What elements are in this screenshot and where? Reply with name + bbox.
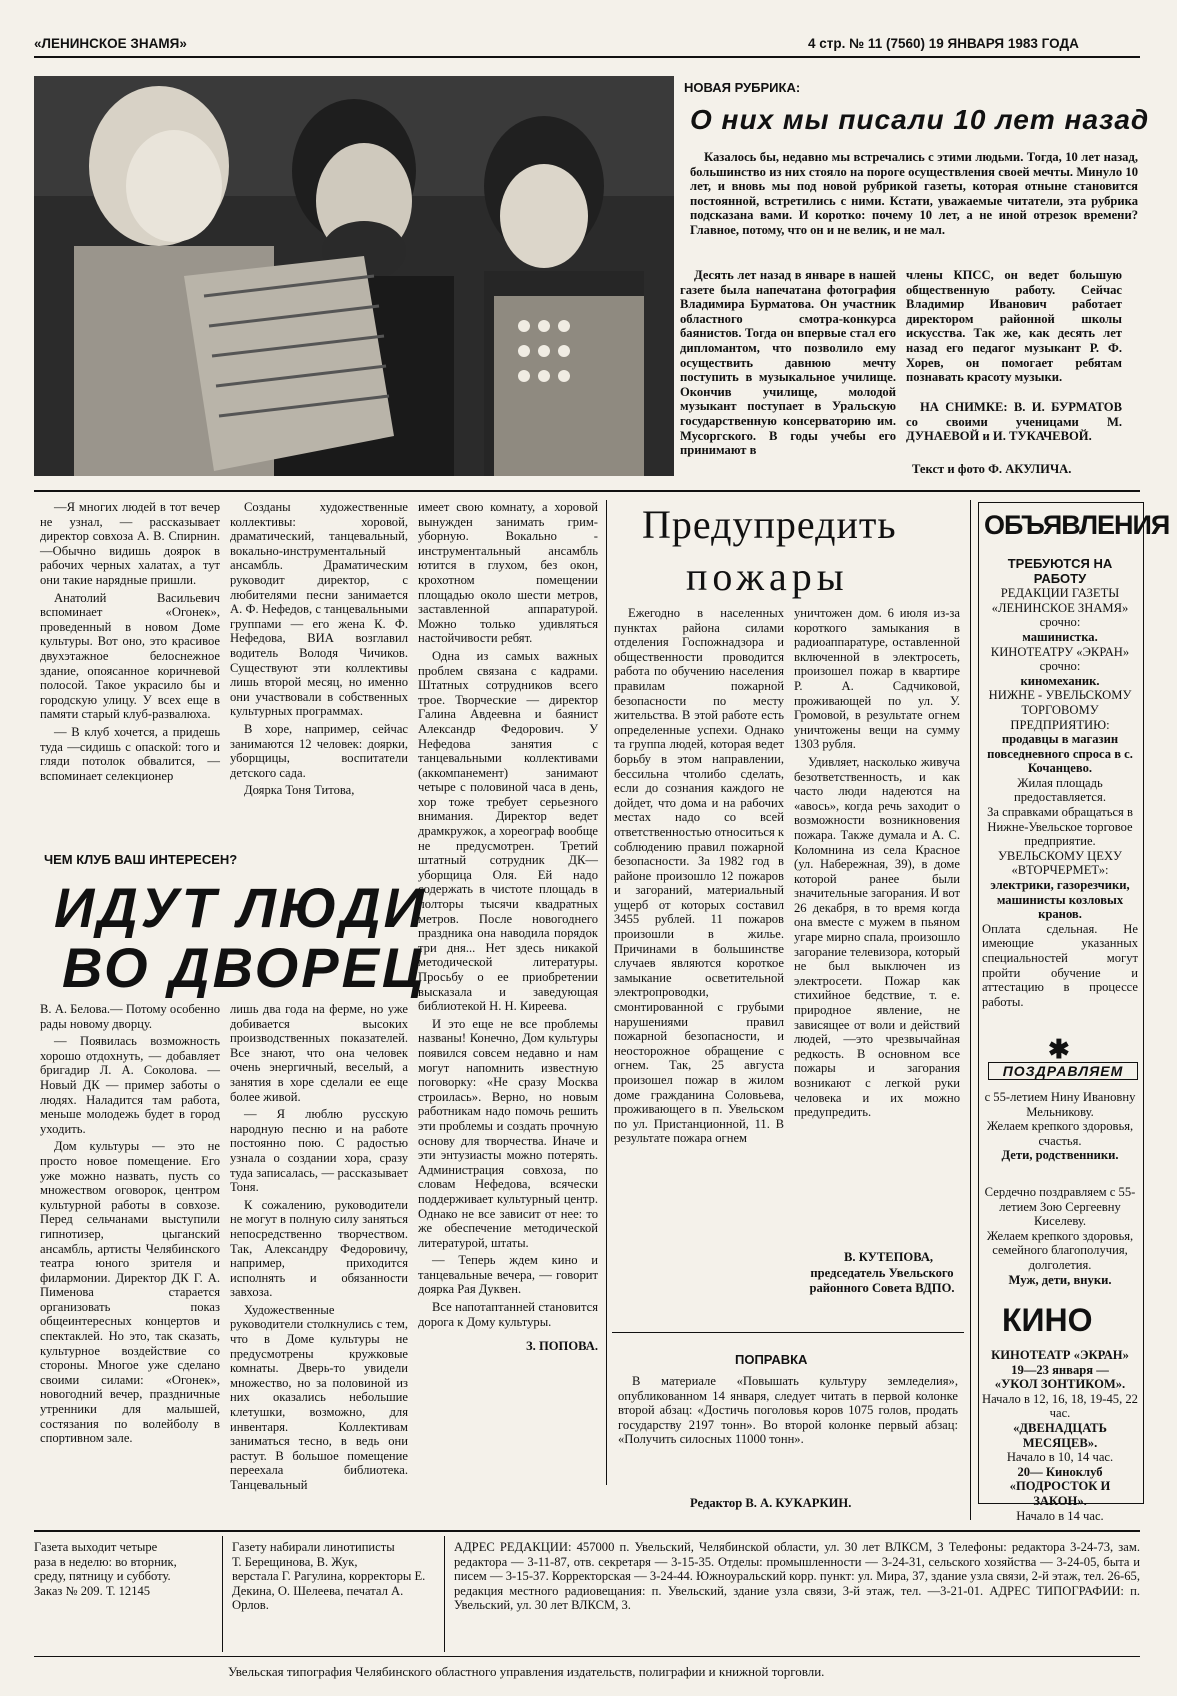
feature-col1: Десять лет назад в январе в нашей газете была напечатана фотография Владимира Бурматова. Он участник областного смотра-конкурса баянистов. Тогда он впервые стал его дипломантом, что позволило ему осуществить давнюю мечту поступить в музыкальное училище. Окончив училище, молодой музыкант поступает в Уральскую государственную консерваторию им. Мусоргского. В годы учебы его принимают в — [680, 268, 896, 458]
ads-congrats: с 55-летием Нину Ивановну Мельникову. Желаем крепкого здоровья, счастья. Дети, родственники. Сердечно поздравляем с 55-летием Зою Сергеевну Киселеву. Желаем крепкого здоровья, семейного благополучия, долголетия. Муж, дети, внуки. — [984, 1090, 1136, 1287]
fire-author-title: председатель Увельского районного Совета ВДПО. — [809, 1266, 955, 1295]
correction-title: ПОПРАВКА — [735, 1352, 808, 1367]
feature-intro: Казалось бы, недавно мы встречались с этими людьми. Тогда, 10 лет назад, большинство из них стояло на пороге осуществления своей мечты. Минуло 10 лет, и вновь мы под новой рубрикой газеты, которая отныне становится постоянной, встретились с ними. Кстати, уважаемые читатели, эта рубрика подсказана вами. И коротко: почему 10 лет, а не иной отрезок времени? Главное, потому, что он и не велик, и не мал. — [690, 150, 1138, 237]
club-author: З. ПОПОВА. — [526, 1339, 598, 1354]
feature-credit: Текст и фото Ф. АКУЛИЧА. — [912, 462, 1072, 476]
ads-cinema: КИНОТЕАТР «ЭКРАН» 19—23 января — «УКОЛ ЗОНТИКОМ». Начало в 12, 16, 18, 19-45, 22 час. «ДВЕНАДЦАТЬ МЕСЯЦЕВ». Начало в 10, 14 час. 20— Киноклуб «ПОДРОСТОК И ЗАКОН». Начало в 14 час. — [982, 1348, 1138, 1523]
issue-info: 4 стр. № 11 (7560) 19 ЯНВАРЯ 1983 ГОДА — [808, 36, 1079, 51]
congrats-title: ПОЗДРАВЛЯЕМ — [988, 1062, 1138, 1080]
kino-title: КИНО — [1002, 1302, 1093, 1338]
fire-title-line1: Предупредить — [642, 502, 897, 547]
club-title-line2: ВО ДВОРЕЦ — [62, 936, 426, 999]
feature-title: О них мы писали 10 лет назад — [690, 104, 1150, 135]
editor: Редактор В. А. КУКАРКИН. — [690, 1496, 852, 1510]
ads-jobs: ТРЕБУЮТСЯ НА РАБОТУ РЕДАКЦИИ ГАЗЕТЫ «ЛЕНИНСКОЕ ЗНАМЯ» срочно: машинистка. КИНОТЕАТРУ «ЭКРАН» срочно: киномеханик. НИЖНЕ - УВЕЛЬСКОМУ ТОРГОВОМУ ПРЕДПРИЯТИЮ: продавцы в магазин повседневного спроса в с. Кочанцево. Жилая площадь предоставляется. За справками обращаться в Нижне-Увельское торговое предприятие. УВЕЛЬСКОМУ ЦЕХУ «ВТОРЧЕРМЕТ»: электрики, газорезчики, машинисты козловых кранов. Оплата сдельная. Не имеющие указанных специальностей могут пройти обучение и аттестацию в процессе работы. — [982, 556, 1138, 1009]
feature-rubric: НОВАЯ РУБРИКА: — [684, 80, 801, 95]
photo-musicians — [34, 76, 674, 476]
club-rubric: ЧЕМ КЛУБ ВАШ ИНТЕРЕСЕН? — [44, 852, 238, 867]
club-title-line1: ИДУТ ЛЮДИ — [54, 876, 427, 939]
correction-text: В материале «Повышать культуру земледелия», опубликованном 14 января, следует читать в первой колонке второй абзац: «Достичь поголовья коров 1075 голов, продать государству 2197 тонн». Во второй колонке первый абзац: «Получить силосных 11000 тонн». — [618, 1374, 958, 1447]
club-colB: лишь два года на ферме, но уже добивается высоких производственных показателей. Все знают, что она человек очень энергичный, веселый, а занятия в хоре сделали ее еще более живой. — Я люблю русскую народную песню и на работе постоянно пою. С радостью узнала о создании хора, сразу туда записалась, — рассказывает Тоня. К сожалению, руководители не могут в полную силу заняться непосредственно творчеством. Так, Александру Федоровичу, например, приходится исполнять и обязанности завхоза. Художественные руководители столкнулись с тем, что в Доме культуры не предусмотрены кружковые комнаты. Дверь-то увидели множество, но за половиной из них оказались небольшие клетушки, возможно, для инвентаря. Коллективам заниматься тесно, в ведь они растут. В большое помещение переехала библиотека. Танцевальный — [230, 1002, 408, 1492]
ads-title: ОБЪЯВЛЕНИЯ — [984, 510, 1170, 540]
footer-credits: Газету набирали линотиписты Т. Берещинова, В. Жук, верстала Г. Рагулина, корректоры Е. Декина, О. Шелеева, печатал А. Орлов. — [232, 1540, 426, 1613]
club-col1: —Я многих людей в тот вечер не узнал, — рассказывает директор совхоза А. В. Спирнин. —Обычно видишь доярок в рабочих черных халатах, а тут они такие нарядные пришли. Анатолий Васильевич вспоминает «Огонек», проведенный в новом Доме культуры. Вот оно, это красивое двухэтажное белоснежное здание, опоясанное коричневой полосой. Такое украсило бы и городскую улицу. У всех еще в памяти старый клуб-развалюха. — В клуб хочется, а придешь туда —сидишь с опаской: того и гляди потолок обвалится, — вспоминает селекционер — [40, 500, 220, 783]
club-col2: Созданы художественные коллективы: хоровой, драматический, танцевальный, вокально-инструментальный ансамбль. Драматическим руководит директор, с любителями песни занимается А. Ф. Нефедов, с танцевальными группами — его жена К. Ф. Нефедова, ВИА возглавил водитель Володя Чичиков. Существуют эти коллективы лишь второй месяц, но именно они участвовали в собственных культурных программах. В хоре, например, сейчас занимаются 12 человек: доярки, уборщицы, воспитатели детского сада. Доярка Тоня Титова, — [230, 500, 408, 798]
masthead: «ЛЕНИНСКОЕ ЗНАМЯ» — [34, 36, 187, 51]
fire-title-line2: пожары — [686, 554, 849, 599]
fire-col1: Ежегодно в населенных пунктах района силами отделения Госпожнадзора и общественности проводится работа по обучению населения правилам пожарной безопасности по месту жительства. В этой работе есть определенные успехи. Однако та группа людей, которая ведет борьбу в этом направлении, бессильна чтолибо сделать, если до сознания каждого не дойдет, что дома и на рабочих местах надо со всей ответственностью относиться к соблюдению правил пожарной безопасности. За 1982 год в районе произошло 12 пожаров и загораний, материальный ущерб от которых составил 3455 рублей. 11 пожаров произошли в жилье. Причинами в большинстве случаев являются короткое замыкание осветительной электропроводки, смонтированной с грубыми нарушениями правил пожарной безопасности, и неосторожное обращение с огнем. Так, 25 августа произошел пожар в жилом доме гражданина Соловьева, проживающего в п. Увельском по ул. Пристанционной, 11. В результате пожара огнем — [614, 606, 785, 1146]
footer-printer: Увельская типография Челябинского областного управления издательств, полиграфии и книжной торговли. — [228, 1664, 825, 1679]
footer-schedule: Газета выходит четыре раза в неделю: во вторник, среду, пятницу и субботу. Заказ № 209. Т. 12145 — [34, 1540, 177, 1598]
fire-author: В. КУТЕПОВА, — [844, 1250, 934, 1264]
club-colA: В. А. Белова.— Потому особенно рады новому дворцу. — Появилась возможность хорошо отдохнуть, — добавляет бригадир Л. А. Соколова. — Новый ДК — пример заботы о людях. Наладится там работа, меньше молодежь будет в город уходить. Дом культуры — это не просто новое помещение. Его уже можно назвать, пусть со множеством оговорок, центром культурной работы в совхозе. Перед сельчанами выступили гипнотизер, цыганский ансамбль, артисты Челябинского театра юного зрителя и филармонии. Директор ДК Г. А. Пименова старается организовать показ общеинтересных концертов и спектаклей. Но это, так сказать, культурное воздействие со стороны. Многое уже сделано своими силами: «Огонек», новогодний вечер, праздничные утренники для малышей, состязания по волейболу в спортивном зале. — [40, 1002, 220, 1446]
club-col3: имеет свою комнату, а хоровой вынужден занимать грим-уборную. Вокально - инструментальный ансамбль ютится в глухом, без окон, крохотном помещении площадью около шести метров, заставленной аппаратурой. Можно только удивляться настойчивости ребят. Одна из самых важных проблем связана с кадрами. Штатных сотрудников всего трое. Творческие — директор Галина Авдеевна и баянист Александр Федорович. У Нефедова занятия с танцевальными коллективами (аккомпанемент) занимают четыре с половиной часа в день, хор тоже требует серьезного внимания. Директор ведет драмкружок, а хореограф вообще не предусмотрен. Третий штатный сотрудник ДК— уборщица Оля. Ей надо содержать в чистоте площадь в полторы тысячи квадратных метров. После новогоднего праздника она наводила порядок три дня... Нет здесь никакой методической литературы. Просьбу о ее приобретении высказала и заведующая библиотекой Н. Н. Киреева. И это еще не все проблемы названы! Конечно, Дом культуры появился совсем недавно и нам могут напомнить известную поговорку: «Не сразу Москва строилась». Верно, но новым работникам надо помочь решить эти проблемы и создать прочную основу для творчества. Иначе и эти энтузиасты можно потерять. Администрация совхоза, по словам Нефедова, всячески поддерживает культурный центр. Однако не все зависит от нее: то же обеспечение методической литературой, штаты. — Теперь ждем кино и танцевальные вечера, — говорит доярка Рая Дуквен. Все напотаптанней становится дорога к Дому культуры. З. ПОПОВА. — [418, 500, 598, 1354]
fire-col2: уничтожен дом. 6 июля из-за короткого замыкания в радиоаппаратуре, оставленной включенной в электросеть, произошел пожар в квартире Р. А. Садчиковой, проживающей по ул. У. Громовой, в результате огнем уничтожены вещи на сумму 1303 рубля. Удивляет, насколько живуча безответственность, и как часто люди надеются на «авось», когда речь заходит о возможности возникновения пожара. Также думала и А. С. Коломнина из села Красное (ул. Набережная, 39), в доме которой ранее были значительные загорания. И вот 26 декабря, в то время когда она вместе с мужем в пьяном угаре мирно спала, произошло загорание телевизора, который не был выключен из электросети. Пожар как стихийное бедствие, т. е. природное явление, не зависящее от воли и действий людей, —это чрезвычайная редкость. В основном все пожары и загорания возникают с легкой руки человека и их можно предупредить. — [794, 606, 960, 1120]
feature-caption: НА СНИМКЕ: В. И. БУРМАТОВ со своими ученицами М. ДУНАЕВОЙ и И. ТУКАЧЕВОЙ. — [906, 400, 1122, 444]
footer-address: АДРЕС РЕДАКЦИИ: 457000 п. Увельский, Челябинской области, ул. 30 лет ВЛКСМ, 3 Телефоны: редактора 3-24-73, зам. редактора — 3-11-87, отв. секретаря — 3-15-35. Отделы: промышленности — 3-24-31, сельского хозяйства — 3-24-05, быта и писем — 3-15-37. Корректорская — 3-24-44. Южноуральский корр. пункт: ул. Мира, 37, здание узла связи, 2-й этаж, тел. 26-65, редакция местного радиовещания: п. Увельский, здание узла связи, 3-й этаж, тел. —3-21-01. АДРЕС ТИПОГРАФИИ: п. Увельский, ул. 30 лет ВЛКСМ, 3. — [454, 1540, 1140, 1613]
feature-col2: члены КПСС, он ведет большую общественную работу. Сейчас Владимир Иванович работает директором районной школы искусства. Так же, как десять лет назад его педагог музыкант Р. Ф. Хорев, он помогает ребятам познавать красоту музыки. — [906, 268, 1122, 385]
star-icon: ✱ — [1048, 1035, 1070, 1064]
